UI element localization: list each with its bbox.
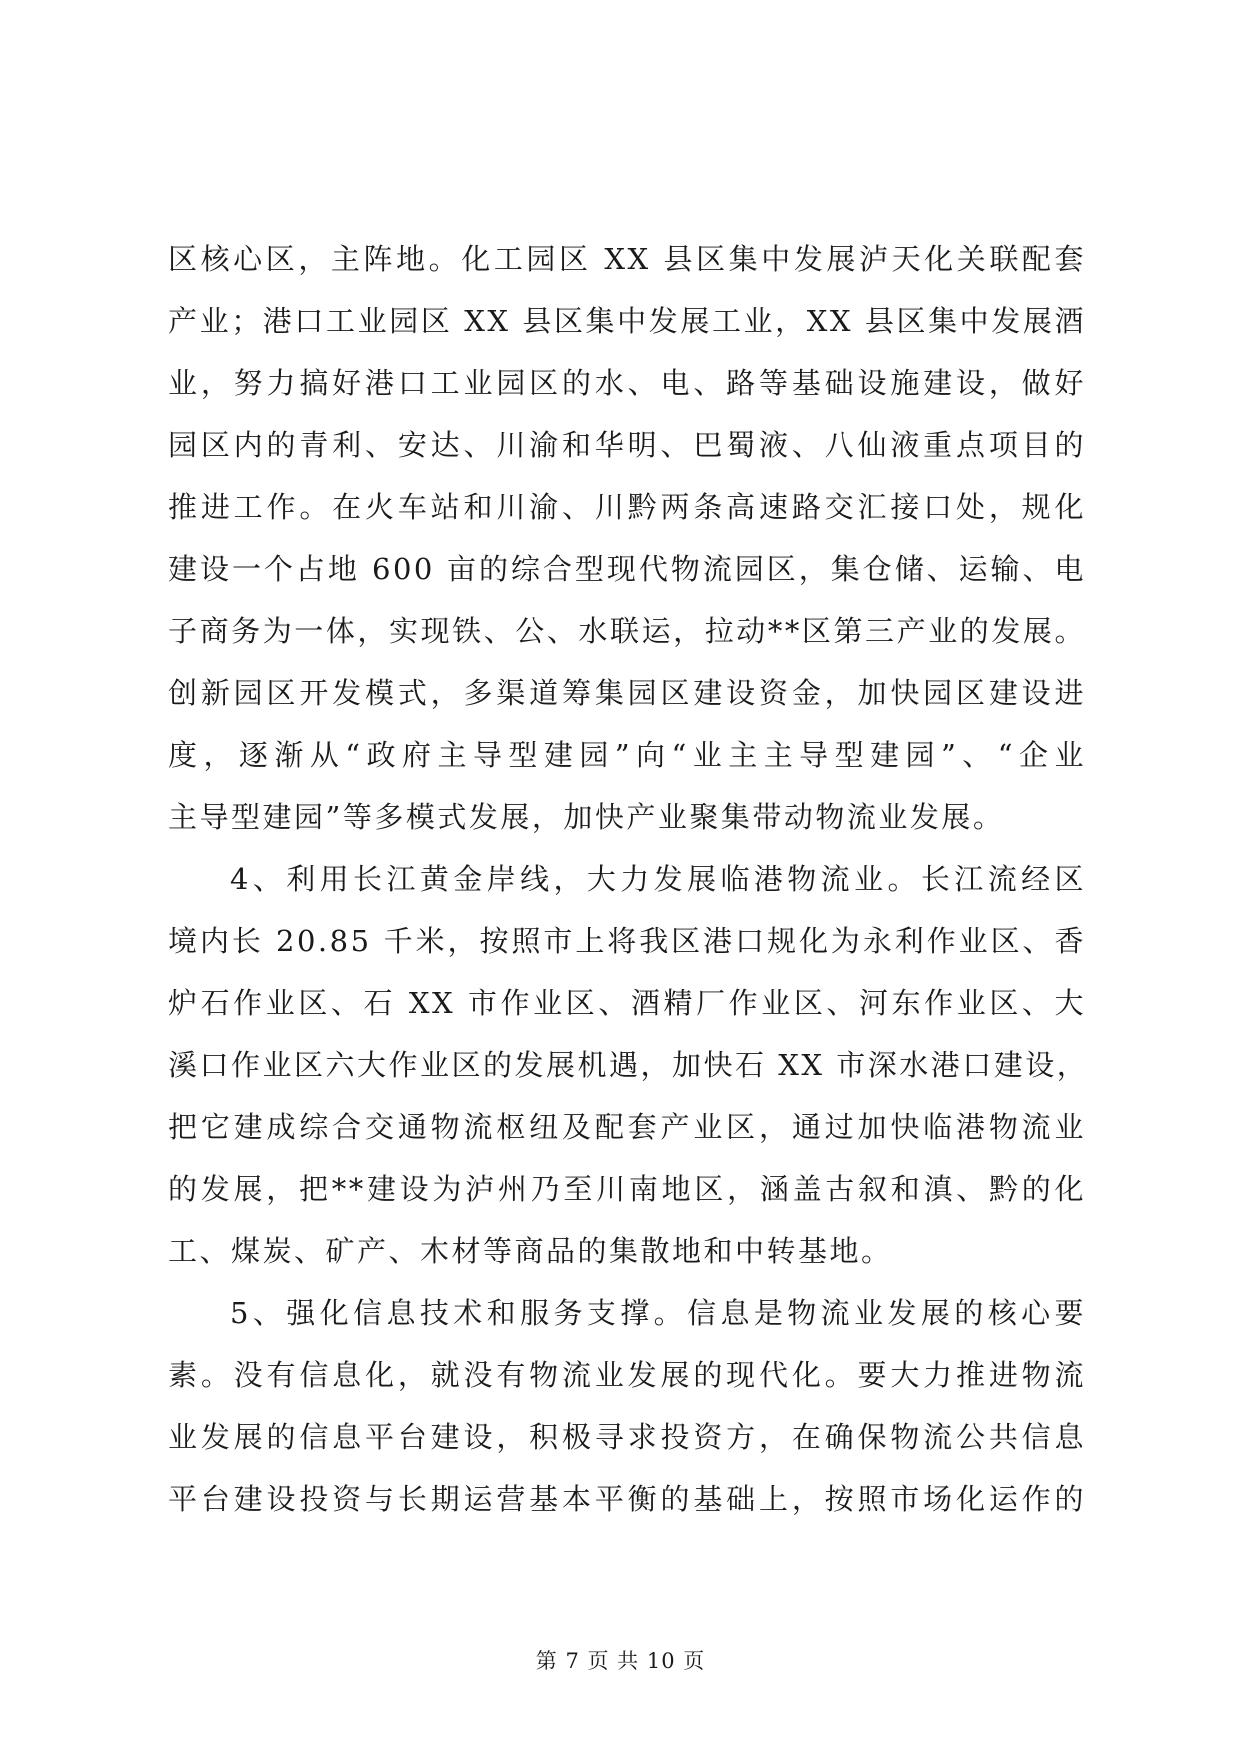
text-line: 产业；港口工业园区 XX 县区集中发展工业，XX 县区集中发展酒: [168, 304, 1086, 338]
text-line: 把它建成综合交通物流枢纽及配套产业区，通过加快临港物流业: [168, 1110, 1086, 1144]
text-line: 主导型建园”等多模式发展，加快产业聚集带动物流业发展。: [168, 800, 1005, 834]
text-line: 炉石作业区、石 XX 市作业区、酒精厂作业区、河东作业区、大: [168, 986, 1086, 1020]
text-line: 园区内的青利、安达、川渝和华明、巴蜀液、八仙液重点项目的: [168, 428, 1086, 462]
text-line: 4、利用长江黄金岸线，大力发展临港物流业。长江流经区: [230, 862, 1086, 896]
text-line: 度，逐渐从“政府主导型建园”向“业主主导型建园”、“企业: [168, 738, 1086, 772]
text-line: 素。没有信息化，就没有物流业发展的现代化。要大力推进物流: [168, 1358, 1086, 1392]
paragraph-2: [168, 848, 1089, 1282]
text-line: 创新园区开发模式，多渠道筹集园区建设资金，加快园区建设进: [168, 676, 1086, 710]
text-line: 区核心区，主阵地。化工园区 XX 县区集中发展泸天化关联配套: [168, 242, 1086, 276]
page-number-footer: 第 7 页 共 10 页: [535, 1649, 706, 1673]
text-line: 业，努力搞好港口工业园区的水、电、路等基础设施建设，做好: [168, 366, 1086, 400]
text-line: 推进工作。在火车站和川渝、川黔两条高速路交汇接口处，规化: [168, 490, 1086, 524]
paragraph-3: [168, 1282, 1086, 1530]
text-line: 境内长 20.85 千米，按照市上将我区港口规化为永利作业区、香: [168, 924, 1086, 958]
text-line: 的发展，把**建设为泸州乃至川南地区，涵盖古叙和滇、黔的化: [168, 1172, 1086, 1206]
text-line: 溪口作业区六大作业区的发展机遇，加快石 XX 市深水港口建设，: [168, 1048, 1089, 1082]
text-line: 建设一个占地 600 亩的综合型现代物流园区，集仓储、运输、电: [168, 552, 1086, 586]
paragraph-1: [168, 228, 1086, 848]
text-line: 业发展的信息平台建设，积极寻求投资方，在确保物流公共信息: [168, 1420, 1086, 1454]
text-line: 子商务为一体，实现铁、公、水联运，拉动**区第三产业的发展。: [168, 614, 1086, 648]
text-line: 工、煤炭、矿产、木材等商品的集散地和中转基地。: [168, 1234, 893, 1268]
text-line: 平台建设投资与长期运营基本平衡的基础上，按照市场化运作的: [168, 1482, 1086, 1516]
text-line: 5、强化信息技术和服务支撑。信息是物流业发展的核心要: [230, 1296, 1086, 1330]
body-text: [168, 228, 1089, 1530]
